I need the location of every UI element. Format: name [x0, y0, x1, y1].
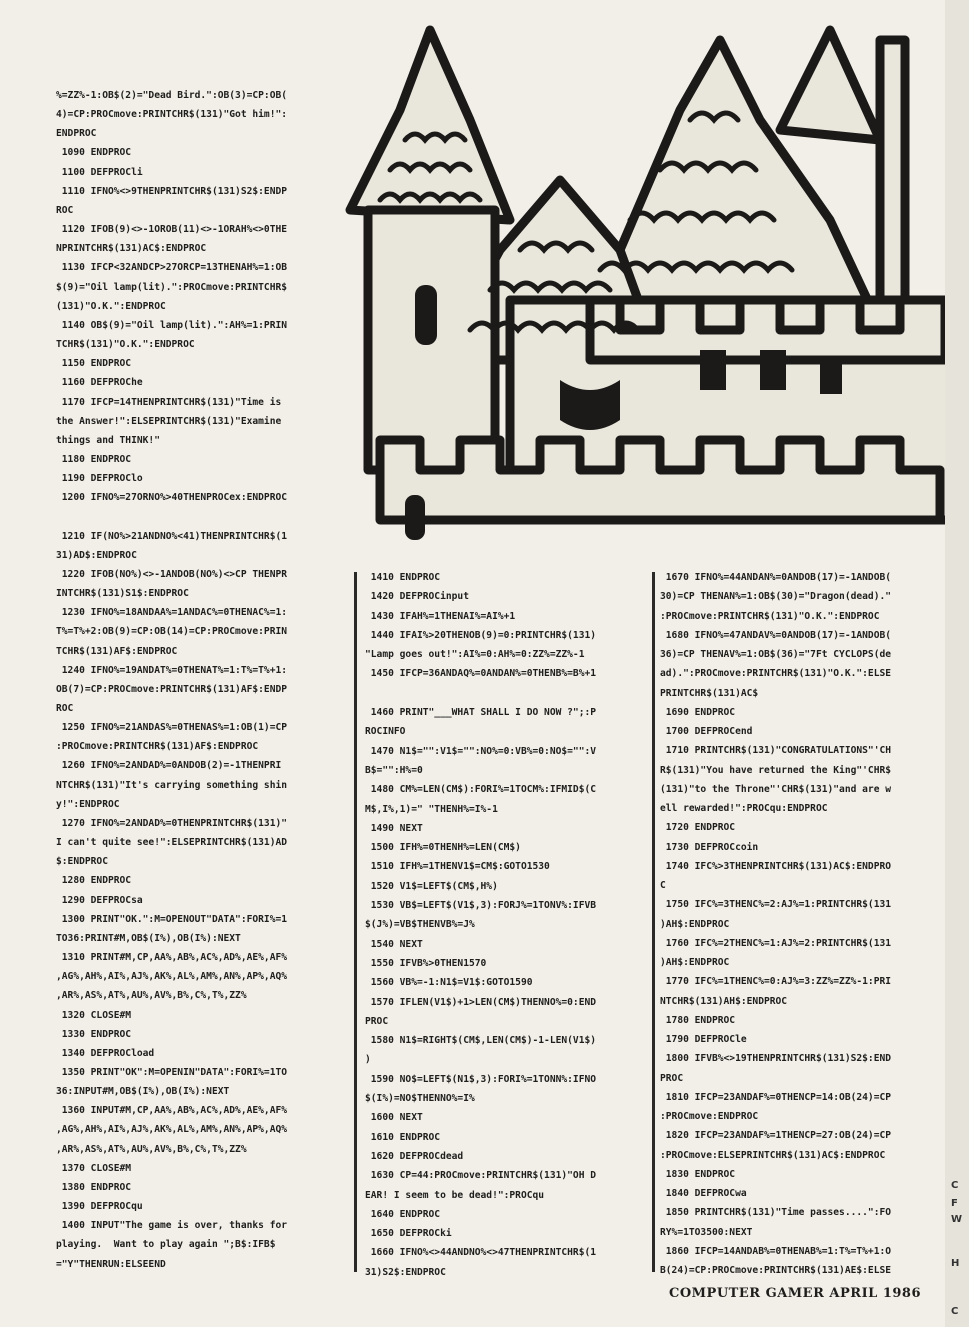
edge-letter: F: [951, 1198, 958, 1209]
edge-letter: C: [951, 1180, 959, 1191]
edge-letter: W: [951, 1214, 963, 1225]
wall-window-2: [760, 350, 786, 390]
listing-column-middle: 1410 ENDPROC 1420 DEFPROCinput 1430 IFAH%=1THENAI%=AI%+1 1440 IFAI%>20THENOB(9)=0:PRINTCHR$(131) "Lamp goes out!":AI%=0:AH%=0:ZZ%=ZZ%-1 1450 IFCP=36ANDAQ%=0ANDAN%=0THENB%=B%+1 1460 PRINT"___WHAT SHALL I DO NOW ?";:P ROCINFO 1470 N1$="":V1$="":NO%=0:VB%=0:NO$="":V B$="":H%=0 1480 CM%=LEN(CM$):FORI%=1TOCM%:IFMID$(C M$,I%,1)=" "THENH%=I%-1 1490 NEXT 1500 IFH%=0THENH%=LEN(CM$) 1510 IFH%=1THENV1$=CM$:GOTO1530 1520 V1$=LEFT$(CM$,H%) 1530 VB$=LEFT$(V1$,3):FORJ%=1TONV%:IFVB $(J%)=VB$THENVB%=J% 1540 NEXT 1550 IFVB%>0THEN1570 1560 VB%=-1:N1$=V1$:GOTO1590 1570 IFLEN(V1$)+1>LEN(CM$)THENNO%=0:END PROC 1580 N1$=RIGHT$(CM$,LEN(CM$)-1-LEN(V1$) ) 1590 NO$=LEFT$(N1$,3):FORI%=1TONN%:IFNO $(I%)=NO$THENNO%=I% 1600 NEXT 1610 ENDPROC 1620 DEFPROCdead 1630 CP=44:PROCmove:PRINTCHR$(131)"OH D EAR! I seem to be dead!":PROCqu 1640 ENDPROC 1650 DEFPROCki 1660 IFNO%<>44ANDNO%<>47THENPRINTCHR$(1 31)S2$:ENDPROC: [365, 572, 597, 1278]
tower-window: [415, 285, 437, 345]
wall-window-3: [820, 360, 842, 394]
magazine-footer: COMPUTER GAMER APRIL 1986: [669, 1286, 921, 1301]
page-edge-strip: [945, 0, 969, 1327]
listing-column-right: 1670 IFNO%=44ANDAN%=0ANDOB(17)=-1ANDOB( 30)=CP THENAN%=1:OB$(30)="Dragon(dead)." :PROCmove:PRINTCHR$(131)"O.K.":ENDPROC 1680 IFNO%=47ANDAV%=0ANDOB(17)=-1ANDOB( 36)=CP THENAV%=1:OB$(36)="7Ft CYCLOPS(de ad).":PROCmove:PRINTCHR$(131)"O.K.":ELSE PRINTCHR$(131)AC$ 1690 ENDPROC 1700 DEFPROCend 1710 PRINTCHR$(131)"CONGRATULATIONS"'CH R$(131)"You have returned the King"'CHR$ (131)"to the Throne"'CHR$(131)"and are w ell rewarded!":PROCqu:ENDPROC 1720 ENDPROC 1730 DEFPROCcoin 1740 IFC%>3THENPRINTCHR$(131)AC$:ENDPRO C 1750 IFC%=3THENC%=2:AJ%=1:PRINTCHR$(131 )AH$:ENDPROC 1760 IFC%=2THENC%=1:AJ%=2:PRINTCHR$(131 )AH$:ENDPROC 1770 IFC%=1THENC%=0:AJ%=3:ZZ%=ZZ%-1:PRI NTCHR$(131)AH$:ENDPROC 1780 ENDPROC 1790 DEFPROCle 1800 IFVB%<>19THENPRINTCHR$(131)S2$:END PROC 1810 IFCP=23ANDAF%=0THENCP=14:OB(24)=CP :PROCmove:ENDPROC 1820 IFCP=23ANDAF%=1THENCP=27:OB(24)=CP :PROCmove:ELSEPRINTCHR$(131)AC$:ENDPROC 1830 ENDPROC 1840 DEFPROCwa 1850 PRINTCHR$(131)"Time passes....":FO RY%=1TO3500:NEXT 1860 IFCP=14ANDAB%=0THENAB%=1:T%=T%+1:O B(24)=CP:PROCmove:PRINTCHR$(131)AE$:ELSE: [660, 572, 892, 1276]
back-spire: [780, 30, 880, 140]
listing-column-left: %=ZZ%-1:OB$(2)="Dead Bird.":OB(3)=CP:OB( 4)=CP:PROCmove:PRINTCHR$(131)"Got him!": ENDPROC 1090 ENDPROC 1100 DEFPROCli 1110 IFNO%<>9THENPRINTCHR$(131)S2$:ENDP ROC 1120 IFOB(9)<>-1OROB(11)<>-1ORAH%<>0THE NPRINTCHR$(131)AC$:ENDPROC 1130 IFCP<32ANDCP>27ORCP=13THENAH%=1:OB $(9)="Oil lamp(lit).":PROCmove:PRINTCHR$ (131)"O.K.":ENDPROC 1140 OB$(9)="Oil lamp(lit).":AH%=1:PRIN TCHR$(131)"O.K.":ENDPROC 1150 ENDPROC 1160 DEFPROChe 1170 IFCP=14THENPRINTCHR$(131)"Time is the Answer!":ELSEPRINTCHR$(131)"Examine things and THINK!" 1180 ENDPROC 1190 DEFPROClo 1200 IFNO%=27ORNO%>40THENPROCex:ENDPROC 1210 IF(NO%>21ANDNO%<41)THENPRINTCHR$(1 31)AD$:ENDPROC 1220 IFOB(NO%)<>-1ANDOB(NO%)<>CP THENPR INTCHR$(131)S1$:ENDPROC 1230 IFNO%=18ANDAA%=1ANDAC%=0THENAC%=1: T%=T%+2:OB(9)=CP:OB(14)=CP:PROCmove:PRIN TCHR$(131)AF$:ENDPROC 1240 IFNO%=19ANDAT%=0THENAT%=1:T%=T%+1: OB(7)=CP:PROCmove:PRINTCHR$(131)AF$:ENDP ROC 1250 IFNO%=21ANDAS%=0THENAS%=1:OB(1)=CP :PROCmove:PRINTCHR$(131)AF$:ENDPROC 1260 IFNO%=2ANDAD%=0ANDOB(2)=-1THENPRI NTCHR$(131)"It's carrying something shin y!":ENDPROC 1270 IFNO%=2ANDAD%=0THENPRINTCHR$(131)" I can't quite see!":ELSEPRINTCHR$(131)AD $:ENDPROC 1280 ENDPROC 1290 DEFPROCsa 1300 PRINT"OK.":M=OPENOUT"DATA":FORI%=1 TO36:PRINT#M,OB$(I%),OB(I%):NEXT 1310 PRINT#M,CP,AA%,AB%,AC%,AD%,AE%,AF% ,AG%,AH%,AI%,AJ%,AK%,AL%,AM%,AN%,AP%,AQ% ,AR%,AS%,AT%,AU%,AV%,B%,C%,T%,ZZ% 1320 CLOSE#M 1330 ENDPROC 1340 DEFPROCload 1350 PRINT"OK":M=OPENIN"DATA":FORI%=1TO 36:INPUT#M,OB$(I%),OB(I%):NEXT 1360 INPUT#M,CP,AA%,AB%,AC%,AD%,AE%,AF% ,AG%,AH%,AI%,AJ%,AK%,AL%,AM%,AN%,AP%,AQ% ,AR%,AS%,AT%,AU%,AV%,B%,C%,T%,ZZ% 1370 CLOSE#M 1380 ENDPROC 1390 DEFPROCqu 1400 INPUT"The game is over, thanks for playing. Want to play again ";B$:IFB$ ="Y"THENRUN:ELSEEND: [56, 90, 288, 1270]
back-tower-right: [880, 40, 905, 300]
edge-letter: C: [951, 1306, 959, 1317]
column-rule-left: [354, 572, 357, 1272]
wall-window-1: [700, 350, 726, 390]
battlements-lower: [380, 440, 940, 520]
wall-slit: [405, 495, 425, 540]
edge-letter: H: [951, 1258, 960, 1269]
